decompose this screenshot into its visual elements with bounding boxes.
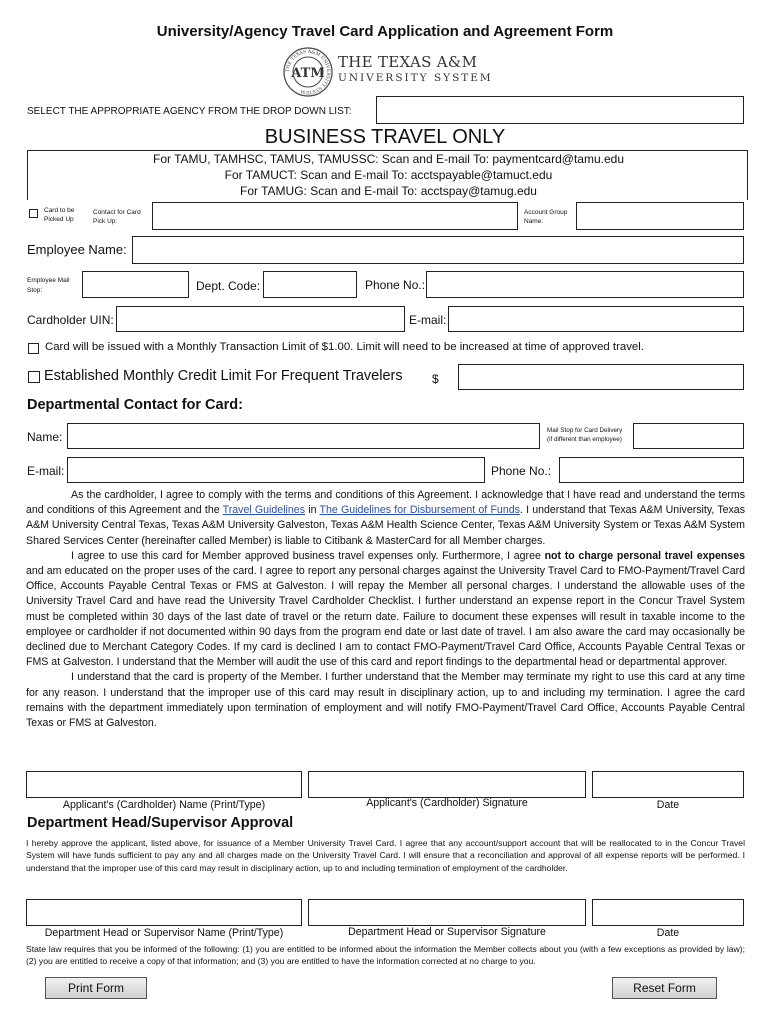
email-label: E-mail: — [409, 313, 447, 327]
agreement-paragraph-3: I understand that the card is property of the Member. I further understand that the Member may terminate my right to use this card at any time for any reason. I understand that the improper use of this card may result in disciplinary action, up to and including my termination. I agree the card remains with the department immediately upon termination of employment and will notify FMO-Payment/Travel Card Office, Accounts Payable Central Texas or FMS at Galveston. — [26, 671, 745, 730]
mail-stop-delivery-label-2: (if different than employee) — [547, 436, 622, 443]
supervisor-date-caption: Date — [656, 927, 680, 939]
dept-contact-phone-label: Phone No.: — [491, 464, 552, 478]
card-pick-up-label-1: Card to be — [44, 207, 75, 214]
reset-form-button[interactable]: Reset Form — [612, 977, 717, 999]
dept-contact-email-input[interactable] — [67, 457, 485, 483]
phone-input[interactable] — [426, 271, 744, 298]
applicant-signature-input[interactable] — [308, 771, 586, 798]
frequent-traveler-label: Established Monthly Credit Limit For Frequent Travelers — [44, 368, 403, 384]
employee-name-input[interactable] — [132, 236, 744, 264]
agreement-paragraph-1: As the cardholder, I agree to comply with the terms and conditions of this Agreement. I acknowledge that I have read and understand the terms and conditions of this Agreement and the Travel Guidelines in The Guidelines for Disbursement of Funds. I understand that Texas A&M University, Texas A&M University Central Texas, Texas A&M University Galveston, Texas A&M Health Science Center, Texas A&M University System or Texas A&M System Shared Services Center (hereinafter called Member) is liable to Citibank & MasterCard for all Member charges. — [26, 489, 745, 547]
limit-notice-text: Card will be issued with a Monthly Transaction Limit of $1.00. Limit will need to be increased at time of approved travel. — [45, 341, 644, 353]
form-title: University/Agency Travel Card Application and Agreement Form — [156, 23, 614, 40]
contact-pick-up-input[interactable] — [152, 202, 518, 230]
mail-stop-delivery-label-1: Mail Stop for Card Delivery — [547, 427, 623, 434]
seal-monogram: ATM — [291, 66, 325, 81]
approval-text: I hereby approve the applicant, listed above, for issuance of a Member University Travel Card. I agree that any account/support account that will be reallocated to in the Concur Travel System will have funds sufficient to pay any and all charges made on the University Travel Card. I will ensure that a reconciliation and approval of all expense reports will be performed. I understand that the improper use of this card may result in disciplinary action, up to and including termination of employment of the cardholder. — [26, 838, 745, 873]
contact-pick-up-label-2: Pick Up: — [93, 218, 118, 225]
email-input[interactable] — [448, 306, 744, 332]
mail-stop-delivery-input[interactable] — [633, 423, 744, 449]
frequent-traveler-checkbox[interactable] — [28, 371, 40, 383]
credit-limit-input[interactable] — [458, 364, 744, 390]
uin-label: Cardholder UIN: — [27, 313, 114, 327]
logo-line-1: THE TEXAS A&M — [338, 53, 478, 71]
submit-line-tamug: For TAMUG: Scan and E-mail To: acctspay@tamug.edu — [240, 184, 537, 198]
account-group-input[interactable] — [576, 202, 744, 230]
seal-ring-text: THE TEXAS A&M UNIVERSITY SYSTEM — [285, 49, 331, 95]
account-group-label-1: Account Group — [524, 209, 568, 216]
mail-stop-label-1: Employee Mail — [27, 277, 70, 284]
dept-contact-name-input[interactable] — [67, 423, 540, 449]
applicant-name-caption: Applicant's (Cardholder) Name (Print/Type) — [62, 799, 266, 811]
agreement-paragraph-2: I agree to use this card for Member approved business travel expenses only. Furthermore, I agree not to charge personal travel expenses and am educated on the proper uses of the card. I agree to report any personal charges against the University Travel Card to FMO-Payment/Travel Card Office, Accounts Payable Central Texas or FMS at Galveston. I will repay the Member all personal charges. I understand the allowable uses of the University Travel Card and have read the University Travel Cardholder Checklist. I further understand an expense report in the Concur Travel System must be completed within 30 days of the last date of travel or the return date. Failure to document these expenses will result in taxable income to the employee or cardholder if not documented within 90 days from the program end date or last date of travel. I am also aware the card may occasionally be declined due to Merchant Category Codes. If my card is declined I am to contact FMO-Payment/Travel Card Office, Accounts Payable Central Texas or FMS at Galveston. I understand that the Member will audit the use of this card and report findings to the departmental head or departmental approver. — [26, 549, 745, 669]
supervisor-signature-caption: Department Head or Supervisor Signature — [348, 926, 546, 938]
approval-heading: Department Head/Supervisor Approval — [27, 815, 294, 831]
disbursement-guidelines-link[interactable]: The Guidelines for Disbursement of Funds — [319, 504, 520, 517]
dept-code-input[interactable] — [263, 271, 357, 298]
card-pick-up-checkbox[interactable] — [29, 209, 38, 218]
business-travel-banner: BUSINESS TRAVEL ONLY — [264, 126, 506, 148]
card-pick-up-label-2: Picked Up — [44, 216, 74, 223]
limit-notice-checkbox[interactable] — [28, 343, 39, 354]
supervisor-date-input[interactable] — [592, 899, 744, 926]
mail-stop-input[interactable] — [82, 271, 189, 298]
account-group-label-2: Name: — [524, 218, 544, 225]
phone-label: Phone No.: — [365, 278, 426, 292]
currency-symbol: $ — [432, 372, 439, 386]
dept-contact-email-label: E-mail: — [27, 464, 65, 478]
contact-pick-up-label-1: Contact for Card — [93, 209, 141, 216]
print-form-button[interactable]: Print Form — [45, 977, 147, 999]
applicant-date-input[interactable] — [592, 771, 744, 798]
agreement-text — [26, 488, 745, 731]
submit-line-tamuct: For TAMUCT: Scan and E-mail To: acctspayable@tamuct.edu — [224, 168, 553, 182]
dept-contact-name-label: Name: — [27, 430, 63, 444]
tamus-logo — [283, 47, 493, 97]
dept-contact-heading: Departmental Contact for Card: — [27, 397, 243, 413]
logo-line-2: UNIVERSITY SYSTEM — [338, 72, 493, 84]
applicant-date-caption: Date — [656, 799, 680, 811]
dept-contact-phone-input[interactable] — [559, 457, 744, 483]
travel-guidelines-link[interactable]: Travel Guidelines — [222, 504, 305, 517]
state-law-notice: State law requires that you be informed of the following: (1) you are entitled to be informed about the information the Member collects about you (with a few exceptions as provided by law); (2) you are entitled to receive a copy of that information; and (3) you are entitled to have the information corrected at no charge to you. — [26, 944, 745, 967]
submit-info-box — [27, 150, 748, 200]
dept-code-label: Dept. Code: — [196, 279, 261, 293]
mail-stop-label-2: Stop: — [27, 287, 43, 294]
agency-select-label: SELECT THE APPROPRIATE AGENCY FROM THE DROP DOWN LIST: — [27, 106, 352, 117]
supervisor-name-caption: Department Head or Supervisor Name (Print/Type) — [44, 927, 284, 939]
supervisor-name-input[interactable] — [26, 899, 302, 926]
employee-name-label: Employee Name: — [27, 242, 127, 257]
agency-select-dropdown[interactable] — [376, 96, 744, 124]
tamus-seal-icon — [283, 47, 333, 97]
applicant-signature-caption: Applicant's (Cardholder) Signature — [366, 797, 528, 809]
applicant-name-input[interactable] — [26, 771, 302, 798]
submit-line-tamu: For TAMU, TAMHSC, TAMUS, TAMUSSC: Scan and E-mail To: paymentcard@tamu.edu — [153, 152, 624, 166]
supervisor-signature-input[interactable] — [308, 899, 586, 926]
uin-input[interactable] — [116, 306, 405, 332]
